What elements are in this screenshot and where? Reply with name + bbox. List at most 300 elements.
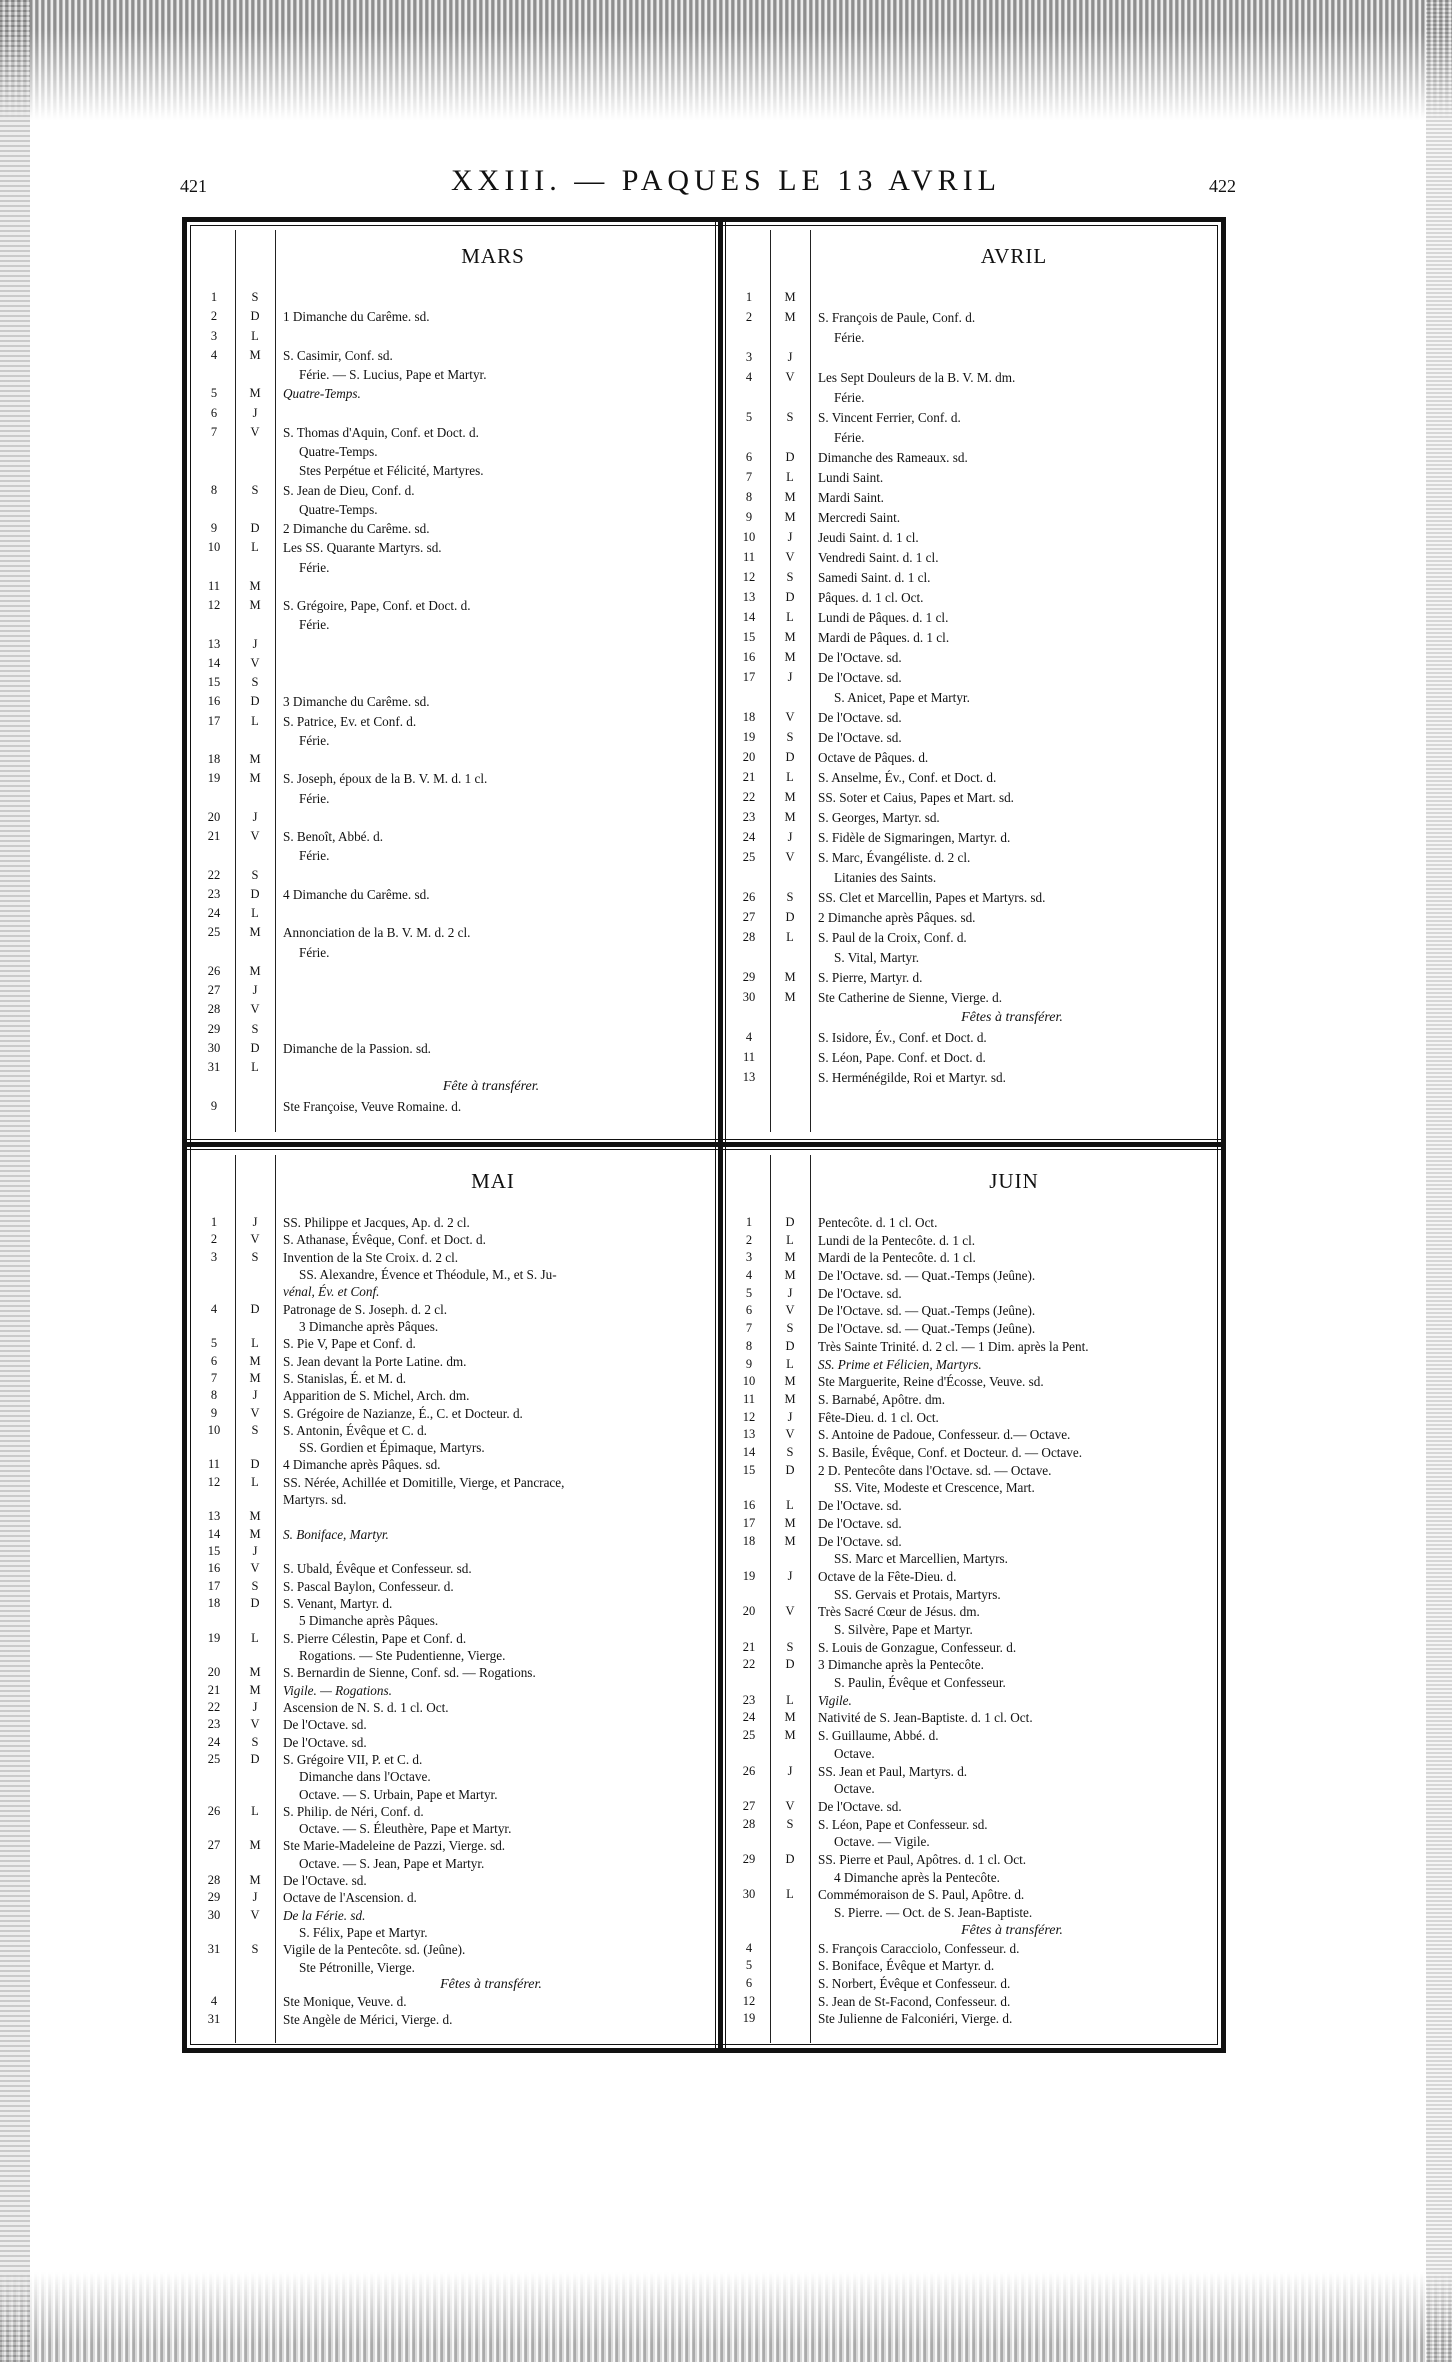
calendar-row: [730, 590, 1214, 605]
feast-text: Férie.: [834, 330, 865, 345]
weekday-letter: V: [250, 1232, 260, 1247]
calendar-row: [730, 1887, 1214, 1902]
weekday-letter: J: [252, 809, 258, 824]
weekday-letter: S: [786, 890, 794, 904]
day-number: 27: [742, 1798, 756, 1813]
day-number: 10: [207, 540, 221, 555]
day-number: 26: [207, 1803, 221, 1818]
day-number: 16: [742, 1498, 756, 1513]
calendar-row: [195, 752, 707, 767]
weekday-letter: M: [249, 752, 261, 767]
weekday-letter: M: [249, 1682, 261, 1697]
feast-text: Octave. — S. Éleuthère, Pape et Martyr.: [299, 1821, 512, 1837]
calendar-row: [730, 290, 1214, 305]
feast-text: S. Louis de Gonzague, Confesseur. d.: [818, 1639, 1017, 1655]
feast-text: S. Patrice, Ev. et Conf. d.: [283, 713, 417, 729]
feast-text: Invention de la Ste Croix. d. 2 cl.: [283, 1249, 459, 1265]
day-number: 13: [207, 636, 221, 651]
feast-text: S. François Caracciolo, Confesseur. d.: [818, 1940, 1020, 1956]
feast-text: S. Guillaume, Abbé. d.: [818, 1728, 939, 1744]
calendar-row: [730, 570, 1214, 585]
calendar-row: [195, 367, 707, 382]
feast-text: 3 Dimanche après Pâques.: [299, 1318, 439, 1334]
weekday-letter: L: [251, 1474, 259, 1489]
weekday-letter: M: [249, 1370, 261, 1385]
weekday-letter: M: [249, 925, 261, 940]
feast-text: S. Ubald, Évêque et Confesseur. sd.: [283, 1561, 472, 1577]
day-number: 28: [207, 1002, 221, 1017]
calendar-row: [730, 810, 1214, 825]
feast-text: S. Boniface, Martyr.: [283, 1526, 389, 1542]
day-number: 24: [742, 830, 756, 844]
weekday-letter: L: [786, 1692, 794, 1707]
calendar-row: [195, 714, 707, 729]
feast-text: Octave de la Fête-Dieu. d.: [818, 1568, 957, 1584]
weekday-letter: D: [250, 1301, 260, 1316]
day-number: 7: [745, 470, 753, 484]
weekday-letter: S: [251, 1021, 259, 1036]
day-number: 17: [742, 670, 756, 684]
day-number: 23: [207, 886, 221, 901]
day-number: 24: [207, 1734, 221, 1749]
weekday-letter: M: [784, 1533, 796, 1548]
feast-text: 2 D. Pentecôte dans l'Octave. sd. — Octave.: [818, 1462, 1052, 1478]
feast-text: Vigile. — Rogations.: [283, 1682, 392, 1698]
feast-text: S. Vincent Ferrier, Conf. d.: [818, 410, 961, 425]
panel-juin: [730, 1155, 1218, 2043]
feast-text: S. Léon, Pape. Conf. et Doct. d.: [818, 1050, 986, 1065]
feast-text: 2 Dimanche du Carême. sd.: [283, 521, 430, 537]
feast-text: S. Pierre, Martyr. d.: [818, 970, 923, 985]
day-number: 12: [207, 1474, 221, 1489]
feast-text: De l'Octave. sd.: [818, 1515, 902, 1531]
calendar-row: [195, 1579, 707, 1594]
weekday-letter: M: [249, 1353, 261, 1368]
day-number: 17: [207, 1578, 221, 1593]
feast-text: De l'Octave. sd. — Quat.-Temps (Jeûne).: [818, 1321, 1036, 1337]
day-number: 28: [207, 1873, 221, 1888]
calendar-row: [195, 579, 707, 594]
feast-text: Litanies des Saints.: [834, 870, 937, 885]
calendar-row: [195, 906, 707, 921]
weekday-letter: M: [784, 790, 796, 804]
day-number: 12: [742, 570, 756, 584]
weekday-letter: D: [250, 521, 260, 536]
weekday-letter: M: [784, 990, 796, 1004]
feast-text: SS. Marc et Marcellien, Martyrs.: [834, 1551, 1008, 1567]
day-number: 27: [742, 910, 756, 924]
panel-mars: [195, 230, 711, 1132]
day-number: 29: [742, 1852, 756, 1867]
weekday-letter: J: [252, 405, 258, 420]
calendar-row: [730, 1640, 1214, 1655]
day-number: 27: [207, 983, 221, 998]
calendar-row: [730, 690, 1214, 705]
weekday-letter: V: [785, 1604, 795, 1619]
day-number: 7: [210, 1370, 218, 1385]
calendar-row: [730, 710, 1214, 725]
weekday-letter: M: [249, 1873, 261, 1888]
calendar-row: [195, 1873, 707, 1888]
feast-text: De la Férie. sd.: [283, 1907, 366, 1923]
day-number: 1: [210, 290, 218, 304]
calendar-row: [195, 848, 707, 863]
feast-text: Mardi de Pâques. d. 1 cl.: [818, 630, 950, 645]
day-number: 25: [207, 1751, 221, 1766]
day-number: 18: [207, 752, 221, 767]
feast-text: Quatre-Temps.: [283, 386, 361, 402]
calendar-row: [195, 1319, 707, 1334]
calendar-row: [195, 1457, 707, 1472]
day-number: 15: [207, 1544, 221, 1559]
feast-text: SS. Prime et Félicien, Martyrs.: [818, 1356, 982, 1372]
feast-text: S. Grégoire VII, P. et C. d.: [283, 1751, 423, 1767]
weekday-letter: D: [250, 694, 260, 709]
weekday-letter: S: [251, 290, 259, 304]
weekday-letter: V: [785, 370, 795, 384]
calendar-row: [730, 1050, 1214, 1065]
feast-text: S. Venant, Martyr. d.: [283, 1596, 393, 1612]
weekday-letter: V: [785, 710, 795, 724]
weekday-letter: S: [251, 1734, 259, 1749]
calendar-row: [730, 950, 1214, 965]
calendar-row: [195, 1475, 707, 1490]
calendar-row: [195, 1041, 707, 1056]
calendar-row: [195, 1099, 707, 1114]
feast-text: Fête-Dieu. d. 1 cl. Oct.: [818, 1409, 939, 1425]
calendar-row: [195, 1492, 707, 1507]
calendar-row: [730, 1994, 1214, 2009]
day-number: 17: [742, 1515, 756, 1530]
calendar-row: [730, 750, 1214, 765]
day-number: 3: [210, 328, 218, 343]
feast-text: 5 Dimanche après Pâques.: [299, 1613, 439, 1629]
calendar-row: [730, 1799, 1214, 1814]
weekday-letter: S: [786, 570, 794, 584]
feast-text: Ste Monique, Veuve. d.: [283, 1994, 407, 2010]
weekday-letter: J: [252, 1699, 258, 1714]
transfer-heading: [195, 1977, 707, 1992]
feast-text: S. Jean de Dieu, Conf. d.: [283, 482, 415, 498]
day-number: 16: [207, 694, 221, 709]
calendar-row: [195, 1284, 707, 1299]
panel-mai: [195, 1155, 711, 2043]
weekday-letter: L: [251, 906, 259, 921]
day-number: 12: [742, 1993, 756, 2008]
calendar-row: [730, 1710, 1214, 1725]
day-number: 6: [210, 405, 218, 420]
day-number: 16: [742, 650, 756, 664]
day-number: 10: [742, 530, 756, 544]
calendar-row: [730, 410, 1214, 425]
day-number: 4: [745, 1940, 753, 1955]
calendar-row: [195, 1717, 707, 1732]
day-number: 8: [745, 1338, 753, 1353]
calendar-row: [730, 1764, 1214, 1779]
feast-text: S. Philip. de Néri, Conf. d.: [283, 1803, 424, 1819]
calendar-row: [195, 540, 707, 555]
day-number: 22: [742, 1657, 756, 1672]
page-number-right: 422: [1209, 176, 1236, 196]
feast-text: De l'Octave. sd.: [283, 1717, 367, 1733]
calendar-row: [730, 1498, 1214, 1513]
day-number: 9: [210, 521, 218, 536]
calendar-row: [195, 1267, 707, 1282]
feast-text: S. Pie V, Pape et Conf. d.: [283, 1336, 416, 1352]
feast-text: S. Basile, Évêque, Conf. et Docteur. d. — Octave.: [818, 1445, 1083, 1461]
day-number: 29: [742, 970, 756, 984]
weekday-letter: D: [250, 1751, 260, 1766]
day-number: 24: [742, 1710, 756, 1725]
month-heading-mars: MARS: [461, 244, 525, 268]
weekday-letter: M: [784, 310, 796, 324]
day-number: 6: [210, 1353, 218, 1368]
weekday-letter: S: [786, 410, 794, 424]
day-number: 21: [207, 829, 221, 844]
weekday-letter: V: [785, 550, 795, 564]
calendar-row: [730, 1463, 1214, 1478]
day-number: 15: [742, 1462, 756, 1477]
day-number: 11: [742, 550, 756, 564]
feast-text: S. Jean devant la Porte Latine. dm.: [283, 1353, 467, 1369]
feast-text: S. Fidèle de Sigmaringen, Martyr. d.: [818, 830, 1011, 845]
calendar-row: [730, 1604, 1214, 1619]
feast-text: Octave.: [834, 1781, 875, 1797]
day-number: 2: [210, 1232, 218, 1247]
weekday-letter: J: [252, 1890, 258, 1905]
weekday-letter: M: [784, 1391, 796, 1406]
calendar-row: [730, 330, 1214, 345]
feast-text: Ste Julienne de Falconiéri, Vierge. d.: [818, 2011, 1013, 2027]
calendar-row: [195, 656, 707, 671]
day-number: 20: [742, 750, 756, 764]
calendar-row: [195, 829, 707, 844]
weekday-letter: L: [251, 1630, 259, 1645]
weekday-letter: J: [252, 636, 258, 651]
panel-avril: [730, 230, 1218, 1132]
weekday-letter: J: [787, 1285, 793, 1300]
day-number: 30: [742, 990, 756, 1004]
day-number: 5: [745, 410, 753, 424]
day-number: 13: [742, 590, 756, 604]
month-heading-avril: AVRIL: [980, 244, 1048, 268]
calendar-row: [195, 483, 707, 498]
day-number: 13: [742, 1070, 756, 1084]
calendar-row: [730, 370, 1214, 385]
calendar-row: [730, 1233, 1214, 1248]
calendar-row: [730, 1551, 1214, 1566]
day-number: 25: [742, 850, 756, 864]
weekday-letter: L: [786, 1498, 794, 1513]
calendar-row: [195, 1890, 707, 1905]
day-number: 8: [745, 490, 753, 504]
weekday-letter: S: [786, 1445, 794, 1460]
calendar-row: [195, 1735, 707, 1750]
day-number: 30: [742, 1887, 756, 1902]
calendar-row: [195, 1683, 707, 1698]
calendar-row: [195, 386, 707, 401]
calendar-row: [195, 1544, 707, 1559]
scan-noise-bottom: [0, 2272, 1452, 2362]
feast-text: Très Sacré Cœur de Jésus. dm.: [818, 1604, 980, 1620]
day-number: 2: [745, 310, 753, 324]
feast-text: Ascension de N. S. d. 1 cl. Oct.: [283, 1699, 449, 1715]
day-number: 30: [207, 1907, 221, 1922]
calendar-row: [195, 309, 707, 324]
feast-text: S. Jean de St-Facond, Confesseur. d.: [818, 1993, 1011, 2009]
day-number: 1: [210, 1215, 218, 1229]
feast-text: De l'Octave. sd.: [818, 1798, 902, 1814]
feast-text: S. Grégoire, Pape, Conf. et Doct. d.: [283, 598, 471, 614]
day-number: 23: [742, 810, 756, 824]
weekday-letter: M: [784, 1374, 796, 1389]
calendar-row: [730, 350, 1214, 365]
calendar-row: [730, 870, 1214, 885]
feast-text: De l'Octave. sd. — Quat.-Temps (Jeûne).: [818, 1268, 1036, 1284]
day-number: 3: [210, 1249, 218, 1264]
day-number: 15: [207, 675, 221, 690]
calendar-row: [195, 983, 707, 998]
calendar-row: [195, 2012, 707, 2027]
calendar-row: [730, 830, 1214, 845]
feast-text: Octave. — S. Jean, Pape et Martyr.: [299, 1855, 485, 1871]
day-number: 12: [742, 1409, 756, 1424]
feast-text: De l'Octave. sd.: [818, 730, 902, 745]
day-number: 17: [207, 713, 221, 728]
weekday-letter: M: [249, 1526, 261, 1541]
weekday-letter: M: [784, 510, 796, 524]
feast-text: S. Grégoire de Nazianze, É., C. et Docteur. d.: [283, 1405, 523, 1421]
weekday-letter: S: [251, 482, 259, 497]
feast-text: Ste Françoise, Veuve Romaine. d.: [283, 1098, 462, 1114]
feast-text: De l'Octave. sd.: [818, 1533, 902, 1549]
feast-text: SS. Soter et Caius, Papes et Mart. sd.: [818, 790, 1014, 805]
feast-text: Ste Marguerite, Reine d'Écosse, Veuve. sd.: [818, 1374, 1044, 1390]
day-number: 15: [742, 630, 756, 644]
weekday-letter: D: [785, 590, 795, 604]
calendar-row: [195, 1371, 707, 1386]
feast-text: 3 Dimanche après la Pentecôte.: [818, 1657, 984, 1673]
feast-text: Octave. — S. Urbain, Pape et Martyr.: [299, 1786, 498, 1802]
day-number: 14: [207, 1526, 221, 1541]
calendar-row: [730, 670, 1214, 685]
calendar-row: [195, 868, 707, 883]
vertical-divider: [718, 222, 723, 2048]
calendar-row: [195, 1022, 707, 1037]
weekday-letter: J: [787, 670, 793, 684]
scan-noise-left: [0, 0, 30, 2362]
day-number: 27: [207, 1838, 221, 1853]
weekday-letter: D: [250, 1040, 260, 1055]
calendar-row: [730, 1905, 1214, 1920]
feast-text: Quatre-Temps.: [299, 501, 378, 517]
calendar-row: [730, 890, 1214, 905]
calendar-row: [730, 1070, 1214, 1085]
calendar-row: [195, 1336, 707, 1351]
feast-text: Dimanche des Rameaux. sd.: [818, 450, 968, 465]
weekday-letter: V: [250, 424, 260, 439]
day-number: 19: [207, 771, 221, 786]
feast-text: Pâques. d. 1 cl. Oct.: [818, 590, 924, 605]
feast-text: 2 Dimanche après Pâques. sd.: [818, 910, 976, 925]
feast-text: De l'Octave. sd.: [818, 1498, 902, 1514]
feast-text: Samedi Saint. d. 1 cl.: [818, 570, 931, 585]
calendar-row: [195, 771, 707, 786]
feast-text: Férie.: [299, 559, 330, 575]
calendar-row: [730, 1445, 1214, 1460]
day-number: 6: [745, 450, 753, 464]
feast-text: Férie.: [834, 390, 865, 405]
calendar-row: [195, 1406, 707, 1421]
day-number: 9: [210, 1098, 218, 1113]
weekday-letter: M: [249, 578, 261, 593]
calendar-row: [730, 1268, 1214, 1283]
weekday-letter: L: [786, 770, 794, 784]
day-number: 26: [207, 963, 221, 978]
weekday-letter: J: [787, 830, 793, 844]
calendar-row: [730, 1746, 1214, 1761]
feast-text: De l'Octave. sd.: [818, 710, 902, 725]
calendar-row: [195, 598, 707, 613]
weekday-letter: J: [252, 1388, 258, 1403]
weekday-letter: M: [784, 1515, 796, 1530]
feast-text: 4 Dimanche du Carême. sd.: [283, 886, 430, 902]
day-number: 10: [207, 1422, 221, 1437]
day-number: 18: [742, 1533, 756, 1548]
day-number: 13: [207, 1509, 221, 1524]
feast-text: Ste Pétronille, Vierge.: [299, 1959, 415, 1975]
weekday-letter: L: [251, 328, 259, 343]
feast-text: S. Pierre. — Oct. de S. Jean-Baptiste.: [834, 1905, 1033, 1921]
feast-text: Rogations. — Ste Pudentienne, Vierge.: [299, 1647, 506, 1663]
weekday-letter: J: [787, 350, 793, 364]
calendar-row: [730, 1817, 1214, 1832]
weekday-letter: L: [786, 1887, 794, 1902]
calendar-row: [195, 925, 707, 940]
calendar-row: [730, 430, 1214, 445]
calendar-row: [195, 694, 707, 709]
feast-text: De l'Octave. sd.: [818, 1285, 902, 1301]
weekday-letter: D: [785, 1338, 795, 1353]
day-number: 3: [745, 350, 753, 364]
page-title: XXIII. — PAQUES LE 13 AVRIL: [450, 164, 1002, 197]
feast-text: S. Vital, Martyr.: [834, 950, 920, 965]
day-number: 9: [745, 1356, 753, 1371]
day-number: 21: [207, 1682, 221, 1697]
weekday-letter: M: [784, 630, 796, 644]
feast-text: S. Athanase, Évêque, Conf. et Doct. d.: [283, 1232, 486, 1248]
calendar-row: [195, 1509, 707, 1524]
calendar-row: [195, 1440, 707, 1455]
day-number: 11: [742, 1050, 756, 1064]
calendar-row: [730, 1976, 1214, 1991]
calendar-row: [730, 1657, 1214, 1672]
weekday-letter: S: [251, 1578, 259, 1593]
weekday-letter: L: [251, 1336, 259, 1351]
feast-text: S. Paul de la Croix, Conf. d.: [818, 930, 967, 945]
weekday-letter: V: [250, 829, 260, 844]
month-heading-mai: MAI: [471, 1169, 515, 1193]
calendar-row: [195, 1942, 707, 1957]
weekday-letter: S: [251, 867, 259, 882]
feast-text: 3 Dimanche du Carême. sd.: [283, 694, 430, 710]
calendar-row: [195, 1994, 707, 2009]
weekday-letter: D: [250, 1596, 260, 1611]
calendar-row: [195, 1596, 707, 1611]
day-number: 7: [745, 1321, 753, 1336]
feast-text: Férie.: [299, 732, 330, 748]
day-number: 8: [210, 1388, 218, 1403]
